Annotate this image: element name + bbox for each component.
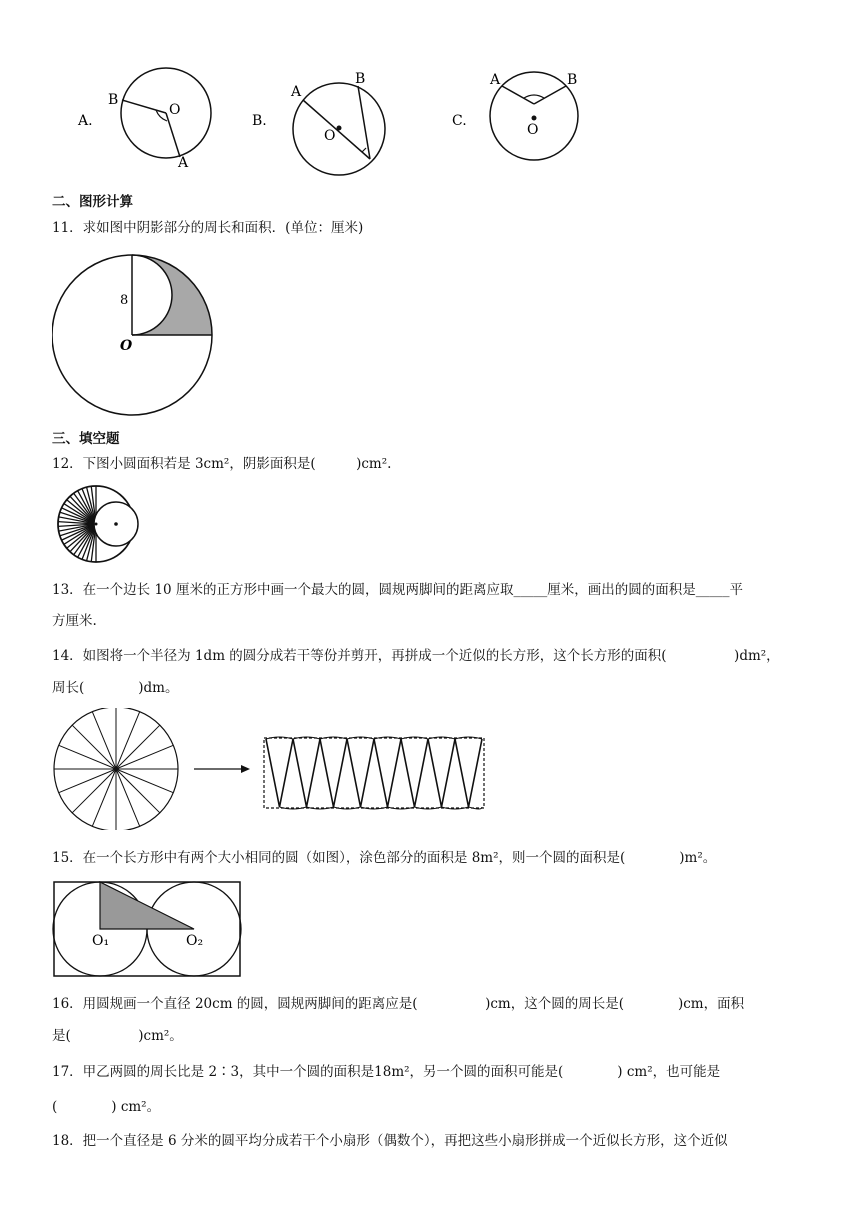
question-13-line-2: 方厘米.: [52, 613, 97, 629]
choice-a-point-b: B: [108, 92, 119, 108]
sector-zigzag: [266, 739, 482, 807]
question-13-line-1: 13．在一个边长 10 厘米的正方形中画一个最大的圆，圆规两脚间的距离应取_____厘米，画出的圆的面积是_____平: [52, 582, 743, 598]
sector-arc-top: [320, 737, 347, 739]
question-16-line-2: 是( )cm²。: [52, 1028, 183, 1044]
section-2-title: 二、图形计算: [52, 194, 133, 210]
question-15-figure: [52, 880, 244, 980]
choice-c-point-a: A: [490, 72, 501, 88]
choice-c-point-b: B: [567, 72, 578, 88]
q15-o1-label: O₁: [92, 933, 110, 949]
circle-spoke: [116, 725, 160, 769]
question-14-figure: [52, 708, 492, 830]
choice-b-point-o: O: [324, 128, 336, 144]
question-14-line-2: 周长( )dm。: [52, 680, 179, 696]
sector-arc-bottom: [307, 807, 334, 809]
choice-figures: [70, 62, 600, 190]
sector-arc-bottom: [442, 807, 469, 809]
question-18-line-1: 18．把一个直径是 6 分米的圆平均分成若干个小扇形（偶数个），再把这些小扇形拼成一个近似长方形，这个近似: [52, 1133, 728, 1149]
sector-arc-top: [455, 737, 482, 739]
choice-b-letter: B.: [252, 113, 267, 129]
q11-center-label: O: [120, 338, 133, 354]
circle-spoke: [72, 725, 116, 769]
choice-b-point-a: A: [291, 84, 302, 100]
circle-spoke: [116, 769, 160, 813]
section-3-title: 三、填空题: [52, 431, 120, 447]
choice-a-point-a: A: [178, 155, 189, 171]
choice-a-letter: A.: [78, 113, 93, 129]
question-16-line-1: 16．用圆规画一个直径 20cm 的圆，圆规两脚间的距离应是( )cm，这个圆的周长是( )cm，面积: [52, 996, 745, 1012]
choice-a-point-o: O: [169, 102, 181, 118]
question-17-line-2: ( ) cm²。: [52, 1099, 161, 1115]
question-12: 12．下图小圆面积若是 3cm²，阴影面积是( )cm².: [52, 456, 392, 472]
q15-o2-label: O₂: [186, 933, 204, 949]
question-17-line-1: 17．甲乙两圆的周长比是 2∶3，其中一个圆的面积是18m²，另一个圆的面积可能是( ) cm²，也可能是: [52, 1064, 721, 1080]
question-11-figure: [52, 252, 218, 416]
question-14-line-1: 14．如图将一个半径为 1dm 的圆分成若干等份并剪开，再拼成一个近似的长方形，这个长方形的面积( )dm²，: [52, 648, 780, 664]
circle-spoke: [72, 769, 116, 813]
sector-arc-bottom: [469, 807, 483, 809]
question-12-figure: [52, 484, 142, 566]
question-15: 15．在一个长方形中有两个大小相同的圆（如图），涂色部分的面积是 8m²，则一个圆的面积是( )m²。: [52, 850, 717, 866]
q11-radius-label: 8: [120, 293, 129, 308]
choice-c-point-o: O: [527, 122, 539, 138]
choice-b-point-b: B: [355, 71, 366, 87]
sector-arc-top: [374, 737, 401, 739]
question-11: 11．求如图中阴影部分的周长和面积．(单位：厘米): [52, 220, 364, 236]
choice-c-letter: C.: [452, 113, 467, 129]
